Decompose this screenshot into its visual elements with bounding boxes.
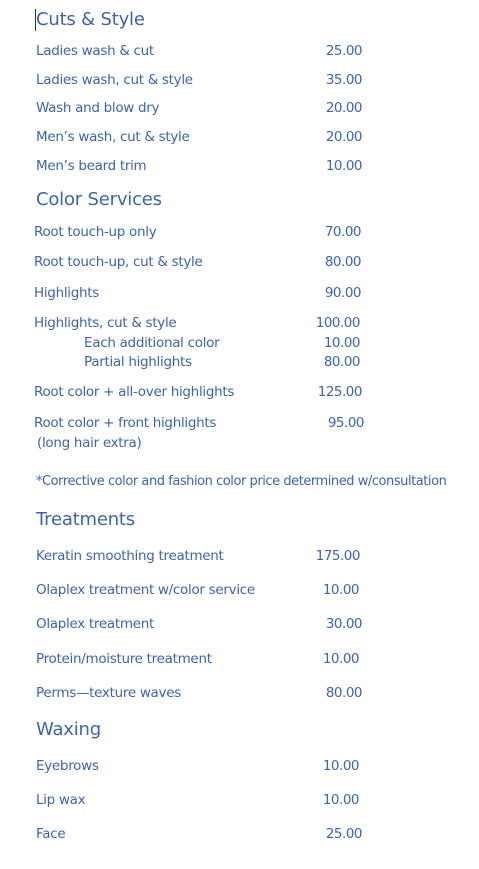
service-name: Root touch-up only bbox=[34, 224, 157, 240]
service-name: Highlights, cut & style bbox=[34, 315, 177, 331]
section-heading-waxing: Waxing bbox=[36, 719, 101, 740]
section-heading-treatments: Treatments bbox=[36, 509, 135, 530]
service-price: 175.00 bbox=[315, 548, 360, 564]
service-name: Highlights bbox=[34, 285, 99, 301]
service-name: Wash and blow dry bbox=[36, 100, 160, 116]
service-price: 10.00 bbox=[322, 651, 359, 667]
corrective-color-note: *Corrective color and fashion color price determined w/consultation bbox=[36, 474, 447, 489]
service-name: Root color + front highlights bbox=[34, 415, 217, 431]
service-name: Olaplex treatment w/color service bbox=[36, 582, 255, 598]
service-price: 35.00 bbox=[325, 72, 362, 88]
service-price: 10.00 bbox=[325, 158, 362, 174]
service-price: 80.00 bbox=[325, 685, 362, 701]
service-name: Keratin smoothing treatment bbox=[36, 548, 224, 564]
service-name: Men’s beard trim bbox=[36, 158, 147, 174]
service-name: Ladies wash & cut bbox=[36, 43, 154, 59]
service-subitem-name: Each additional color bbox=[84, 335, 220, 351]
service-price: 10.00 bbox=[322, 582, 359, 598]
service-note: (long hair extra) bbox=[37, 435, 142, 451]
section-heading-color: Color Services bbox=[36, 189, 162, 210]
service-price: 80.00 bbox=[324, 254, 361, 270]
service-price: 25.00 bbox=[325, 826, 362, 842]
service-price: 10.00 bbox=[323, 335, 360, 351]
service-subitem-name: Partial highlights bbox=[84, 354, 192, 370]
service-price: 100.00 bbox=[315, 315, 360, 331]
service-name: Perms—texture waves bbox=[36, 685, 181, 701]
service-name: Face bbox=[36, 826, 66, 842]
service-price: 70.00 bbox=[324, 224, 361, 240]
service-price: 10.00 bbox=[322, 758, 359, 774]
service-name: Root color + all-over highlights bbox=[34, 384, 235, 400]
service-price: 10.00 bbox=[322, 792, 359, 808]
service-price: 25.00 bbox=[325, 43, 362, 59]
service-name: Olaplex treatment bbox=[36, 616, 154, 632]
service-name: Men’s wash, cut & style bbox=[36, 129, 190, 145]
section-heading-cuts: Cuts & Style bbox=[36, 9, 145, 30]
service-price: 90.00 bbox=[324, 285, 361, 301]
service-price: 80.00 bbox=[323, 354, 360, 370]
service-name: Root touch-up, cut & style bbox=[34, 254, 203, 270]
service-name: Protein/moisture treatment bbox=[36, 651, 212, 667]
service-price: 125.00 bbox=[317, 384, 362, 400]
service-price: 20.00 bbox=[325, 129, 362, 145]
service-price: 95.00 bbox=[327, 415, 364, 431]
service-price: 20.00 bbox=[325, 100, 362, 116]
service-name: Ladies wash, cut & style bbox=[36, 72, 193, 88]
service-name: Lip wax bbox=[36, 792, 86, 808]
service-name: Eyebrows bbox=[36, 758, 99, 774]
service-price: 30.00 bbox=[325, 616, 362, 632]
